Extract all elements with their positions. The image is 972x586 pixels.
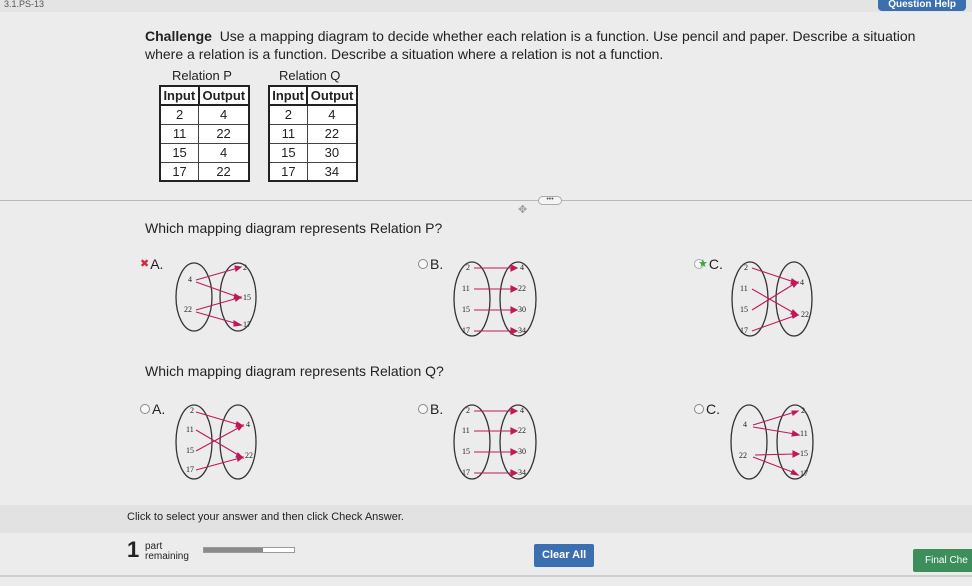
mapping-diagram (168, 400, 268, 485)
table-cell: 2 (269, 105, 307, 124)
final-check-button[interactable]: Final Che (913, 549, 972, 572)
diagram-input: 17 (462, 468, 471, 477)
radio-button[interactable] (140, 404, 150, 414)
diagram-output: 4 (520, 263, 525, 272)
mapping-diagram (723, 400, 823, 485)
table-cell: 4 (199, 143, 249, 162)
table-cell: 15 (269, 143, 307, 162)
table-cell: 4 (307, 105, 357, 124)
table-cell: 15 (160, 143, 199, 162)
diagram-input: 2 (466, 263, 471, 272)
diagram-input: 22 (739, 451, 747, 460)
option-label: B. (430, 401, 444, 417)
question-lead: Challenge (145, 28, 212, 44)
diagram-input: 17 (462, 326, 471, 335)
table-cell: 17 (269, 162, 307, 181)
option-label: C. (706, 401, 720, 417)
diagram-input: 2 (743, 263, 748, 272)
diagram-output: 2 (243, 263, 248, 272)
question-2-text: Which mapping diagram represents Relation Q? (145, 363, 444, 379)
question-body: Use a mapping diagram to decide whether each relation is a function. Use pencil and paper. Describe a situation where a relation is a function. Describe a situation where a relation is not a function. (145, 28, 916, 62)
table-cell: 11 (160, 124, 199, 143)
diagram-input: 22 (184, 305, 193, 314)
diagram-output: 4 (520, 406, 525, 415)
expand-handle[interactable]: ••• (538, 196, 562, 205)
table-cell: 22 (199, 124, 249, 143)
diagram-output: 17 (243, 320, 252, 329)
correct-mark-icon: ★ (698, 258, 708, 270)
q1-option-c[interactable] (694, 255, 826, 340)
table-cell: 17 (160, 162, 199, 181)
question-help-button[interactable]: Question Help (878, 0, 966, 11)
table-cell: 30 (307, 143, 357, 162)
diagram-input: 4 (188, 275, 193, 284)
bottom-divider (0, 575, 972, 577)
mapping-diagram (726, 255, 826, 340)
table-cell: 2 (160, 105, 199, 124)
relation-p-header-output: Output (199, 86, 249, 105)
option-label: A. (150, 256, 164, 272)
diagram-output: 11 (800, 429, 808, 438)
q1-option-b[interactable] (418, 255, 546, 340)
relation-q-header-input: Input (269, 86, 307, 105)
table-cell: 11 (269, 124, 307, 143)
mapping-diagram (446, 400, 546, 485)
table-cell: 4 (199, 105, 249, 124)
diagram-output: 22 (518, 426, 527, 435)
diagram-output: 22 (518, 284, 527, 293)
question-1-text: Which mapping diagram represents Relation P? (145, 220, 443, 236)
mapping-diagram (446, 255, 546, 340)
diagram-input: 17 (739, 326, 748, 335)
relation-p-header-input: Input (160, 86, 199, 105)
clear-all-button[interactable]: Clear All (534, 544, 594, 567)
diagram-input: 4 (743, 420, 747, 429)
q1-option-a[interactable] (140, 255, 266, 335)
diagram-input: 11 (462, 426, 470, 435)
option-label: A. (152, 401, 166, 417)
option-label: C. (708, 256, 723, 272)
relation-p-table (159, 85, 250, 182)
diagram-output: 22 (800, 310, 809, 319)
diagram-output: 34 (518, 326, 527, 335)
diagram-input: 15 (186, 446, 195, 455)
breadcrumb: 3.1.PS-13 (4, 0, 45, 9)
instruction-text: Click to select your answer and then click Check Answer. (127, 511, 404, 523)
diagram-input: 2 (190, 406, 195, 415)
diagram-input: 11 (462, 284, 470, 293)
progress-fill (204, 548, 263, 552)
parts-label-line: remaining (145, 551, 189, 562)
table-cell: 22 (199, 162, 249, 181)
diagram-input: 11 (186, 425, 194, 434)
diagram-output: 34 (518, 468, 527, 477)
question-text (145, 27, 945, 63)
table-cell: 34 (307, 162, 357, 181)
q2-option-b[interactable] (418, 400, 546, 485)
diagram-input: 2 (466, 406, 471, 415)
diagram-input: 11 (739, 284, 748, 293)
diagram-output: 2 (801, 406, 805, 415)
incorrect-mark-icon: ✖ (140, 258, 150, 270)
relation-q-header-output: Output (307, 86, 357, 105)
relation-q-table (268, 85, 358, 182)
option-label: B. (430, 256, 444, 272)
diagram-output: 17 (800, 469, 808, 478)
diagram-output: 4 (246, 420, 251, 429)
radio-button[interactable] (694, 404, 704, 414)
diagram-input: 15 (462, 447, 471, 456)
parts-label-line: part (145, 541, 163, 552)
diagram-input: 15 (739, 305, 748, 314)
section-divider (0, 200, 972, 201)
diagram-output: 4 (799, 278, 804, 287)
parts-remaining-number: 1 (127, 537, 140, 562)
q2-option-a[interactable] (140, 400, 268, 485)
diagram-output: 22 (245, 451, 254, 460)
q2-option-c[interactable] (694, 400, 823, 485)
diagram-output: 15 (243, 293, 252, 302)
move-icon: ✥ (518, 204, 528, 216)
diagram-input: 15 (462, 305, 471, 314)
radio-button[interactable] (418, 404, 428, 414)
progress-bar (203, 547, 295, 553)
top-bar (0, 0, 972, 12)
diagram-output: 30 (518, 305, 527, 314)
relation-q-title: Relation Q (279, 68, 341, 83)
relation-p-title: Relation P (172, 68, 232, 83)
radio-button[interactable] (418, 259, 428, 269)
diagram-input: 17 (186, 465, 195, 474)
diagram-output: 15 (800, 449, 808, 458)
diagram-output: 30 (518, 447, 527, 456)
mapping-diagram (166, 255, 266, 335)
table-cell: 22 (307, 124, 357, 143)
parts-remaining-label (145, 542, 189, 562)
